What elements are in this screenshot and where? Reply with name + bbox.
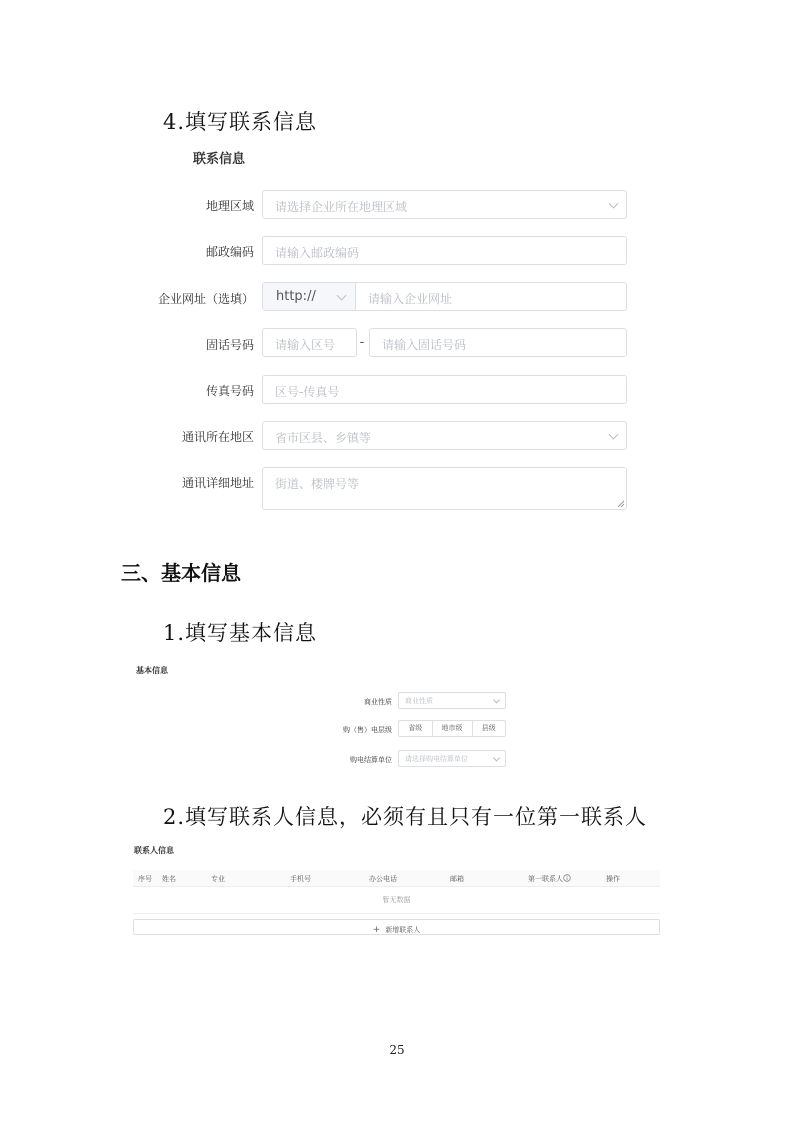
website-field xyxy=(262,282,627,311)
column-header-specialty: 专业 xyxy=(211,875,225,883)
business-nature-label: 商业性质 xyxy=(364,698,392,706)
form-title-contact: 联系信息 xyxy=(193,152,246,167)
contact-table-empty xyxy=(133,887,660,914)
chevron-down-icon xyxy=(493,696,500,703)
settlement-unit-select[interactable] xyxy=(398,750,506,767)
postcode-input[interactable] xyxy=(262,236,627,265)
chevron-down-icon xyxy=(493,754,500,761)
fax-placeholder: 区号-传真号 xyxy=(275,385,340,399)
comm-area-label: 通讯所在地区 xyxy=(181,430,254,444)
contact-table-header xyxy=(133,870,660,887)
grid-level-option-province[interactable]: 省级 xyxy=(399,721,433,736)
step1-heading: 1.填写基本信息 xyxy=(163,621,318,645)
column-header-office-phone: 办公电话 xyxy=(369,875,397,883)
landline-separator: - xyxy=(359,335,365,350)
step2-heading: 2.填写联系人信息，必须有且只有一位第一联系人 xyxy=(163,805,648,829)
section-heading-contact: 4.填写联系信息 xyxy=(163,110,318,134)
fax-input[interactable] xyxy=(262,375,627,404)
postcode-label: 邮政编码 xyxy=(205,245,254,259)
landline-number-placeholder: 请输入固话号码 xyxy=(382,338,467,352)
area-code-placeholder: 请输入区号 xyxy=(275,338,336,352)
column-header-index: 序号 xyxy=(138,875,152,883)
chevron-down-icon xyxy=(609,198,619,208)
comm-area-select[interactable] xyxy=(262,421,627,450)
region-select[interactable] xyxy=(262,190,627,219)
plus-icon: + xyxy=(372,925,381,935)
chevron-down-icon xyxy=(337,290,347,300)
fax-label: 传真号码 xyxy=(205,384,254,398)
comm-area-placeholder: 省市区县、乡镇等 xyxy=(275,431,372,445)
comm-address-textarea[interactable] xyxy=(262,467,627,510)
empty-text: 暂无数据 xyxy=(382,896,411,904)
add-contact-label: 新增联系人 xyxy=(385,926,421,934)
area-code-input[interactable] xyxy=(262,328,357,357)
region-placeholder: 请选择企业所在地理区域 xyxy=(275,200,408,214)
landline-label: 固话号码 xyxy=(205,338,254,352)
column-header-email: 邮箱 xyxy=(450,875,464,883)
grid-level-option-county[interactable]: 县级 xyxy=(481,724,496,732)
column-header-primary-contact: 第一联系人 xyxy=(528,875,563,883)
protocol-value: http:// xyxy=(276,289,316,304)
chevron-down-icon xyxy=(609,429,619,439)
business-nature-placeholder: 商业性质 xyxy=(405,697,433,705)
website-placeholder[interactable]: 请输入企业网址 xyxy=(368,292,453,306)
business-nature-select[interactable] xyxy=(398,692,506,709)
column-header-mobile: 手机号 xyxy=(290,875,311,883)
resize-handle-icon[interactable] xyxy=(617,500,624,507)
region-label: 地理区域 xyxy=(205,199,254,213)
grid-level-radio-group xyxy=(398,720,506,737)
contact-table-title: 联系人信息 xyxy=(134,846,174,855)
settlement-unit-placeholder: 请选择购电结算单位 xyxy=(405,755,468,763)
info-circle-icon[interactable] xyxy=(563,874,571,882)
landline-number-input[interactable] xyxy=(369,328,627,357)
page-number: 25 xyxy=(389,1043,405,1057)
add-contact-button[interactable] xyxy=(133,919,660,935)
basic-info-form-title: 基本信息 xyxy=(136,666,168,675)
chapter-heading-basic-info: 三、基本信息 xyxy=(121,561,241,585)
protocol-select[interactable] xyxy=(263,283,356,310)
grid-level-option-city[interactable]: 地市级 xyxy=(433,721,473,736)
website-label: 企业网址（选填） xyxy=(157,292,254,306)
grid-level-label: 购（售）电层级 xyxy=(343,726,392,734)
comm-address-placeholder: 街道、楼牌号等 xyxy=(275,477,360,491)
column-header-name: 姓名 xyxy=(162,875,176,883)
comm-address-label: 通讯详细地址 xyxy=(181,476,254,490)
column-header-actions: 操作 xyxy=(606,875,620,883)
postcode-placeholder: 请输入邮政编码 xyxy=(275,246,360,260)
settlement-unit-label: 购电结算单位 xyxy=(350,756,392,764)
